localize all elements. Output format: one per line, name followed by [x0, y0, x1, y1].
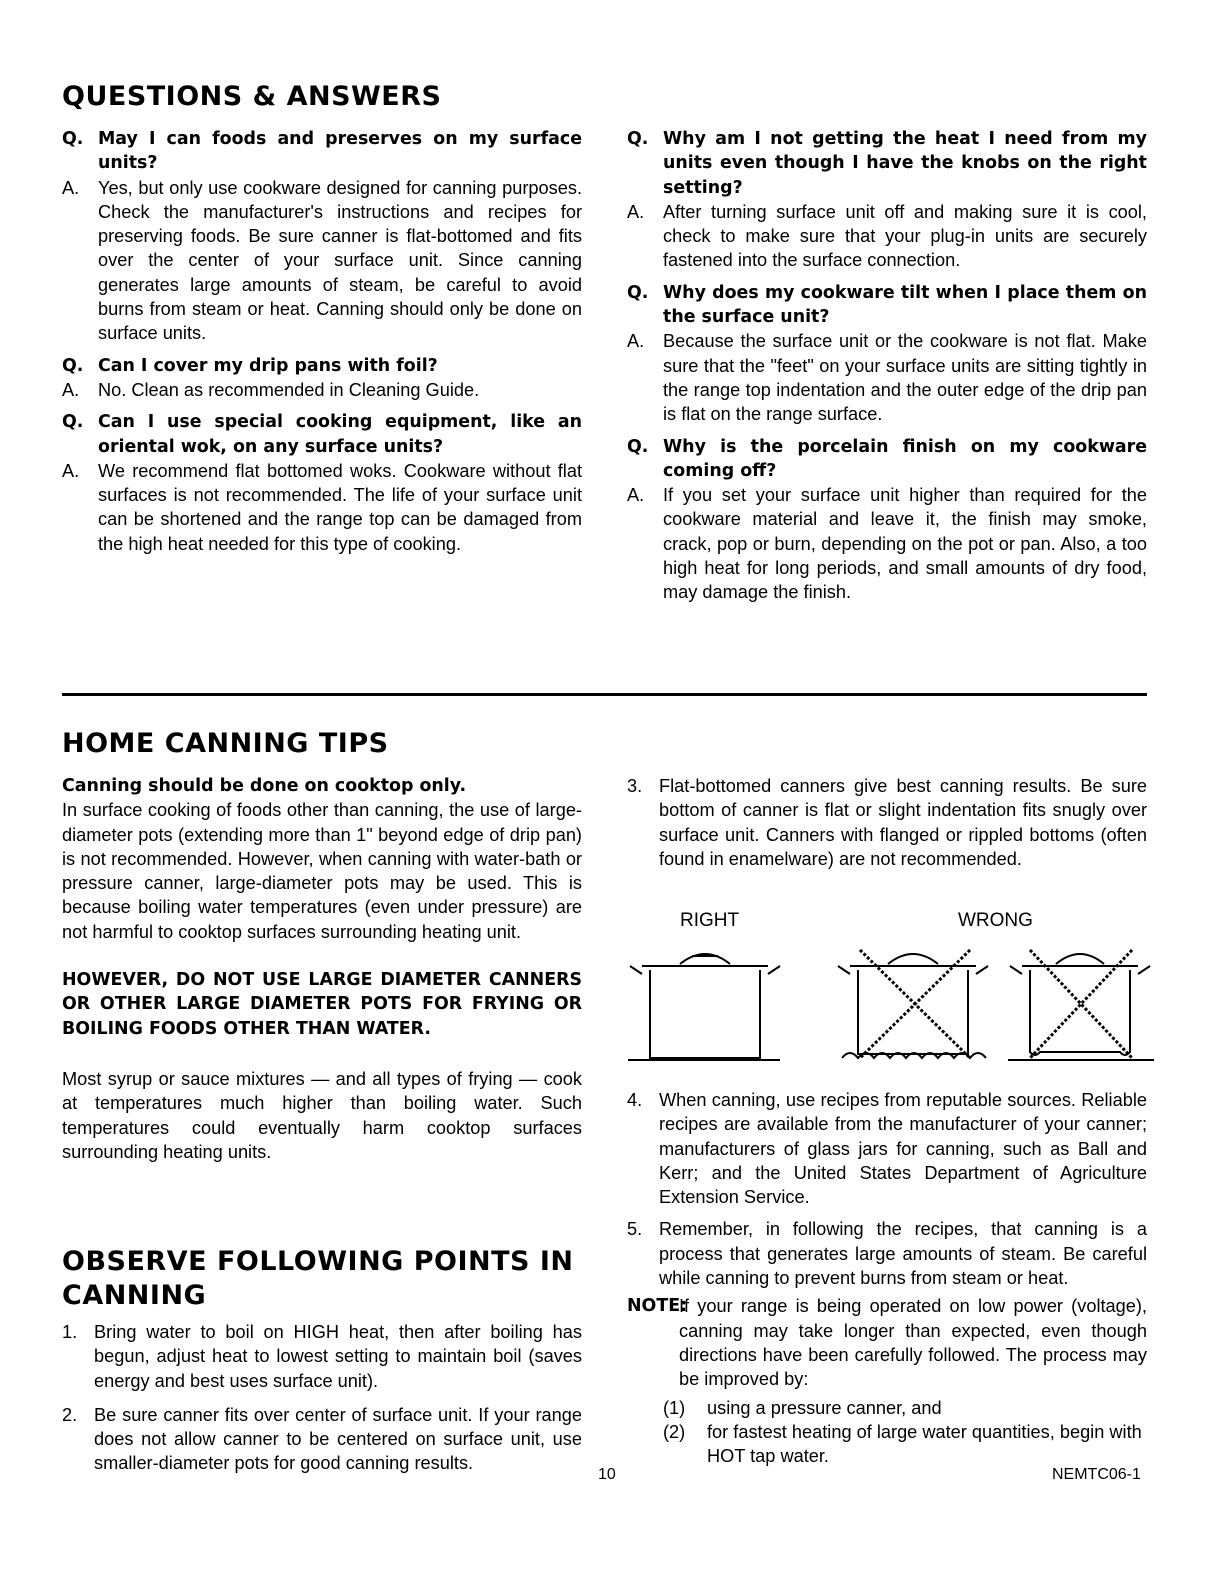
observe-list-right [627, 1088, 1147, 1468]
answer-4: A. After turning surface unit off and making sure it is cool, check to make sure that your plug-in units are securely fastened into the surface connection. [627, 201, 1147, 271]
answer-2: A. No. Clean as recommended in Cleaning Guide. [62, 379, 480, 400]
qa-left-column [62, 127, 582, 564]
wrong-canner-flanged-icon [838, 950, 988, 1058]
note-item-1: (1) using a pressure canner, and [663, 1397, 942, 1418]
figure-wrong-label: WRONG [958, 910, 1033, 931]
canning-paragraph-1: In surface cooking of foods other than canning, the use of large-diameter pots (extending more than 1" beyond edge of drip pan) is not recommended. However, when canning with water-bath or pressure canner, large-diameter pots may be used. This is because boiling water temperatures (even under pressure) are not harmful to cooktop surfaces surrounding heating unit. [62, 800, 582, 942]
figure-right-label: RIGHT [680, 910, 740, 931]
question-5: Q. Why does my cookware tilt when I place them on the surface unit? [627, 282, 1147, 328]
question-4: Q. Why am I not getting the heat I need from my units even though I have the knobs on the right setting? [627, 129, 1147, 198]
canning-paragraph-2: Most syrup or sauce mixtures — and all types of frying — cook at temperatures much higher than boiling water. Such temperatures could eventually harm cooktop surfaces surrounding heating units. [62, 1068, 582, 1162]
qa-right-column [627, 127, 1147, 613]
answer-3: A. We recommend flat bottomed woks. Cookware without flat surfaces is not recommended. The life of your surface unit can be shortened and the range top can be damaged from the high heat needed for this type of cooking. [62, 460, 582, 554]
note-block: NOTE: If your range is being operated on low power (voltage), canning may take longer than expected, even though directions have been carefully followed. The process may be improved by: [627, 1296, 1147, 1390]
wrong-canner-rippled-icon [1008, 950, 1154, 1060]
section-divider [62, 693, 1147, 696]
question-3: Q. Can I use special cooking equipment, like an oriental wok, on any surface units? [62, 412, 582, 457]
canning-tips-title: HOME CANNING TIPS [62, 728, 389, 759]
document-code: NEMTC06-1 [1052, 1466, 1141, 1483]
right-canner-icon [628, 954, 780, 1060]
answer-6: A. If you set your surface unit higher than required for the cookware material and leave it, the finish may smoke, crack, pop or burn, depending on the pot or pan. Also, a too high heat for long periods, and small amounts of dry food, may damage the finish. [627, 485, 1147, 603]
observe-item-4: 4. When canning, use recipes from reputable sources. Reliable recipes are available from the manufacturer of your canner; manufacturers of glass jars for canning, such as Ball and Kerr; and the United States Department of Agriculture Extension Service. [627, 1090, 1147, 1208]
question-2: Q. Can I cover my drip pans with foil? [62, 355, 438, 376]
observe-item-2: 2. Be sure canner fits over center of surface unit. If your range does not allow canner to be centered on surface unit, use smaller-diameter pots for good canning results. [62, 1404, 582, 1474]
observe-list-left [62, 1320, 582, 1476]
observe-item-3: 3. Flat-bottomed canners give best canning results. Be sure bottom of canner is flat or slight indentation fits snugly over surface unit. Canners with flanged or rippled bottoms (often found in enamelware) are not recommended. [627, 776, 1147, 869]
qa-section-title: QUESTIONS & ANSWERS [62, 81, 442, 112]
observe-item-3-block [627, 774, 1147, 871]
question-1: Q. May I can foods and preserves on my surface units? [62, 129, 582, 174]
observe-title: OBSERVE FOLLOWING POINTS IN CANNING [62, 1246, 574, 1311]
canning-warning: HOWEVER, DO NOT USE LARGE DIAMETER CANNERS OR OTHER LARGE DIAMETER POTS FOR FRYING OR BOILING FOODS OTHER THAN WATER. [62, 970, 582, 1039]
answer-5: A. Because the surface unit or the cookware is not flat. Make sure that the "feet" on your surface units are sitting tightly in the range top indentation and the outer edge of the drip pan is flat on the range surface. [627, 331, 1147, 425]
canner-figure [620, 940, 1160, 1070]
canning-left-column [62, 774, 582, 1164]
answer-1: A. Yes, but only use cookware designed for canning purposes. Check the manufacturer's instructions and recipes for preserving foods. Be sure canner is flat-bottomed and fits over the center of your surface unit. Since canning generates large amounts of steam, be careful to avoid burns from steam or heat. Canning should only be done on surface units. [62, 177, 582, 344]
page-number: 10 [598, 1466, 616, 1483]
canning-lead: Canning should be done on cooktop only. [62, 776, 467, 796]
note-item-2: (2) for fastest heating of large water quantities, begin with HOT tap water. [663, 1421, 1142, 1467]
observe-item-1: 1. Bring water to boil on HIGH heat, then after boiling has begun, adjust heat to lowest setting to maintain boil (saves energy and best uses surface unit). [62, 1322, 582, 1391]
question-6: Q. Why is the porcelain finish on my cookware coming off? [627, 436, 1147, 481]
observe-item-5: 5. Remember, in following the recipes, that canning is a process that generates large amounts of steam. Be careful while canning to prevent burns from steam or heat. [627, 1219, 1147, 1289]
